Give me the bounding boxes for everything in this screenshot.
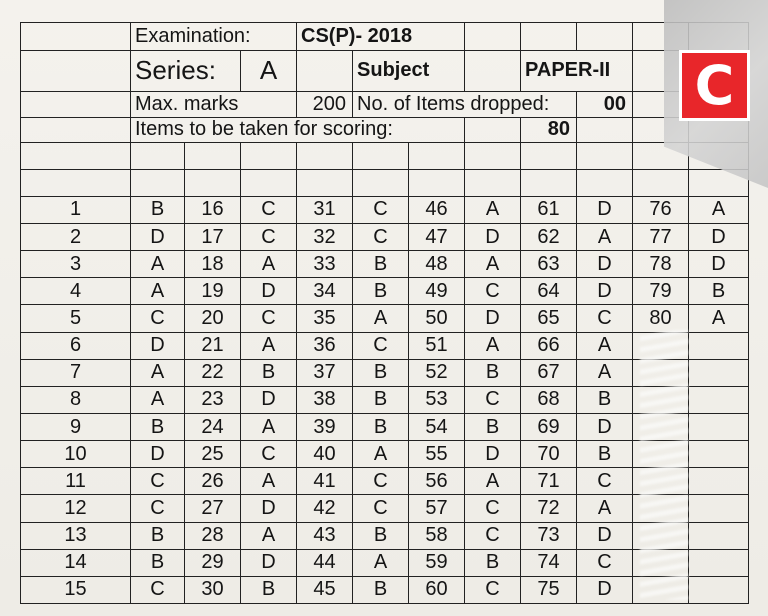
max-marks-label: Max. marks <box>131 91 297 117</box>
answer-letter: C <box>465 386 521 413</box>
answer-letter: C <box>131 305 185 332</box>
question-number: 51 <box>409 332 465 359</box>
question-number: 79 <box>633 278 689 305</box>
answer-letter: D <box>131 441 185 468</box>
answer-letter: B <box>465 359 521 386</box>
answer-letter: A <box>131 359 185 386</box>
question-number: 73 <box>521 522 577 549</box>
blank-row <box>21 170 749 197</box>
question-number: 30 <box>185 576 241 603</box>
question-number: 2 <box>21 223 131 250</box>
question-number: 36 <box>297 332 353 359</box>
answer-letter: C <box>241 305 297 332</box>
question-number: 28 <box>185 522 241 549</box>
answer-letter <box>689 522 749 549</box>
answer-letter: A <box>353 441 409 468</box>
answer-letter: C <box>131 495 185 522</box>
answer-letter: B <box>131 549 185 576</box>
question-number: 3 <box>21 251 131 278</box>
question-number: 72 <box>521 495 577 522</box>
answer-letter: C <box>353 332 409 359</box>
question-number: 34 <box>297 278 353 305</box>
answer-letter: D <box>577 522 633 549</box>
question-number: 33 <box>297 251 353 278</box>
question-number: 58 <box>409 522 465 549</box>
subject-value: PAPER-II <box>521 50 633 91</box>
answer-letter: D <box>131 223 185 250</box>
answer-letter: B <box>353 359 409 386</box>
question-number: 69 <box>521 413 577 440</box>
question-number: 57 <box>409 495 465 522</box>
question-number: 29 <box>185 549 241 576</box>
answer-letter: D <box>577 413 633 440</box>
question-number: 23 <box>185 386 241 413</box>
examination-label: Examination: <box>131 23 297 51</box>
answer-letter: A <box>241 251 297 278</box>
question-number: 39 <box>297 413 353 440</box>
question-number: 45 <box>297 576 353 603</box>
question-number: 46 <box>409 196 465 223</box>
question-number: 18 <box>185 251 241 278</box>
question-number: 35 <box>297 305 353 332</box>
answer-letter: C <box>353 495 409 522</box>
question-number: 32 <box>297 223 353 250</box>
answer-letter: B <box>131 522 185 549</box>
header-row-series <box>21 50 749 91</box>
answer-row <box>21 278 749 305</box>
answer-letter: D <box>241 278 297 305</box>
question-number: 5 <box>21 305 131 332</box>
question-number: 17 <box>185 223 241 250</box>
question-number: 61 <box>521 196 577 223</box>
answer-letter: C <box>465 576 521 603</box>
answer-letter: B <box>353 522 409 549</box>
question-number: 11 <box>21 468 131 495</box>
answer-letter: A <box>241 468 297 495</box>
question-number: 9 <box>21 413 131 440</box>
answer-letter: A <box>465 468 521 495</box>
question-number: 62 <box>521 223 577 250</box>
answer-letter: B <box>577 441 633 468</box>
items-scoring-label: Items to be taken for scoring: <box>131 117 465 143</box>
question-number: 19 <box>185 278 241 305</box>
answer-letter: D <box>689 223 749 250</box>
answer-letter: C <box>241 196 297 223</box>
question-number: 63 <box>521 251 577 278</box>
answer-letter: D <box>689 251 749 278</box>
answer-letter: A <box>689 305 749 332</box>
answer-letter: A <box>577 223 633 250</box>
series-label: Series: <box>131 50 241 91</box>
question-number: 31 <box>297 196 353 223</box>
question-number: 60 <box>409 576 465 603</box>
answer-letter: A <box>465 251 521 278</box>
answer-letter: C <box>577 305 633 332</box>
items-scoring-value: 80 <box>521 117 577 143</box>
answer-row <box>21 196 749 223</box>
question-number: 71 <box>521 468 577 495</box>
question-number: 78 <box>633 251 689 278</box>
question-number: 1 <box>21 196 131 223</box>
answer-letter: C <box>353 468 409 495</box>
answer-letter: D <box>465 223 521 250</box>
answer-letter: C <box>465 522 521 549</box>
answer-letter <box>689 441 749 468</box>
answer-letter: B <box>465 549 521 576</box>
question-number: 43 <box>297 522 353 549</box>
items-dropped-label: No. of Items dropped: <box>353 91 577 117</box>
answer-row <box>21 305 749 332</box>
answer-letter <box>689 468 749 495</box>
question-number: 44 <box>297 549 353 576</box>
answer-letter <box>689 332 749 359</box>
answer-letter: D <box>241 549 297 576</box>
question-number: 42 <box>297 495 353 522</box>
answer-letter: D <box>577 278 633 305</box>
answer-letter: B <box>131 196 185 223</box>
question-number: 53 <box>409 386 465 413</box>
answer-letter: B <box>353 413 409 440</box>
answer-letter: A <box>465 196 521 223</box>
answer-letter: B <box>241 576 297 603</box>
question-number: 4 <box>21 278 131 305</box>
question-number: 55 <box>409 441 465 468</box>
answer-row <box>21 223 749 250</box>
channel-logo <box>679 50 750 121</box>
answer-letter: C <box>131 576 185 603</box>
answer-letter <box>689 386 749 413</box>
question-number: 52 <box>409 359 465 386</box>
answer-letter: B <box>353 251 409 278</box>
answer-letter: C <box>577 468 633 495</box>
question-number: 64 <box>521 278 577 305</box>
items-dropped-value: 00 <box>577 91 633 117</box>
answer-letter: B <box>689 278 749 305</box>
answer-letter: C <box>353 223 409 250</box>
question-number: 12 <box>21 495 131 522</box>
answer-letter: C <box>465 278 521 305</box>
answer-letter: C <box>241 441 297 468</box>
answer-letter: A <box>353 549 409 576</box>
answer-letter: A <box>465 332 521 359</box>
question-number: 76 <box>633 196 689 223</box>
question-number: 70 <box>521 441 577 468</box>
question-number: 67 <box>521 359 577 386</box>
question-number: 24 <box>185 413 241 440</box>
question-number: 48 <box>409 251 465 278</box>
answer-letter: C <box>577 549 633 576</box>
answer-letter: C <box>465 495 521 522</box>
answer-letter: B <box>465 413 521 440</box>
answer-letter: A <box>577 495 633 522</box>
answer-letter: B <box>353 576 409 603</box>
answer-letter: A <box>353 305 409 332</box>
max-marks-value: 200 <box>297 91 353 117</box>
answer-letter: D <box>131 332 185 359</box>
answer-letter: A <box>241 332 297 359</box>
question-number: 14 <box>21 549 131 576</box>
question-number: 75 <box>521 576 577 603</box>
question-number: 49 <box>409 278 465 305</box>
question-number: 50 <box>409 305 465 332</box>
question-number: 77 <box>633 223 689 250</box>
question-number: 56 <box>409 468 465 495</box>
question-number: 68 <box>521 386 577 413</box>
question-number: 8 <box>21 386 131 413</box>
answer-letter <box>689 576 749 603</box>
question-number: 38 <box>297 386 353 413</box>
erased-smudge <box>640 330 688 600</box>
answer-letter: C <box>131 468 185 495</box>
question-number: 47 <box>409 223 465 250</box>
blank-row <box>21 143 749 170</box>
answer-letter: B <box>577 386 633 413</box>
answer-letter: C <box>241 223 297 250</box>
examination-value: CS(P)- 2018 <box>297 23 465 51</box>
answer-row <box>21 251 749 278</box>
header-row-marks <box>21 91 749 117</box>
question-number: 7 <box>21 359 131 386</box>
question-number: 20 <box>185 305 241 332</box>
header-row-scoring <box>21 117 749 143</box>
answer-letter <box>689 413 749 440</box>
answer-letter <box>689 495 749 522</box>
question-number: 22 <box>185 359 241 386</box>
answer-letter: A <box>131 278 185 305</box>
question-number: 66 <box>521 332 577 359</box>
answer-letter: A <box>131 251 185 278</box>
question-number: 21 <box>185 332 241 359</box>
answer-letter: D <box>241 495 297 522</box>
question-number: 16 <box>185 196 241 223</box>
question-number: 59 <box>409 549 465 576</box>
logo-letter: C <box>694 53 735 117</box>
answer-letter: D <box>577 576 633 603</box>
subject-label: Subject <box>353 50 465 91</box>
answer-letter <box>689 359 749 386</box>
answer-letter: D <box>465 305 521 332</box>
answer-letter: A <box>131 386 185 413</box>
answer-letter: A <box>689 196 749 223</box>
answer-letter: A <box>577 332 633 359</box>
header-row-examination <box>21 23 749 51</box>
answer-letter: A <box>577 359 633 386</box>
answer-letter: B <box>131 413 185 440</box>
question-number: 37 <box>297 359 353 386</box>
answer-letter <box>689 549 749 576</box>
question-number: 13 <box>21 522 131 549</box>
question-number: 25 <box>185 441 241 468</box>
question-number: 80 <box>633 305 689 332</box>
answer-letter: B <box>353 278 409 305</box>
question-number: 26 <box>185 468 241 495</box>
question-number: 54 <box>409 413 465 440</box>
answer-letter: D <box>577 251 633 278</box>
answer-letter: A <box>241 413 297 440</box>
series-value: A <box>241 50 297 91</box>
answer-letter: B <box>353 386 409 413</box>
question-number: 10 <box>21 441 131 468</box>
answer-letter: D <box>577 196 633 223</box>
answer-letter: D <box>465 441 521 468</box>
question-number: 41 <box>297 468 353 495</box>
question-number: 40 <box>297 441 353 468</box>
answer-letter: A <box>241 522 297 549</box>
answer-letter: D <box>241 386 297 413</box>
question-number: 27 <box>185 495 241 522</box>
question-number: 6 <box>21 332 131 359</box>
question-number: 65 <box>521 305 577 332</box>
question-number: 74 <box>521 549 577 576</box>
question-number: 15 <box>21 576 131 603</box>
answer-letter: B <box>241 359 297 386</box>
answer-letter: C <box>353 196 409 223</box>
